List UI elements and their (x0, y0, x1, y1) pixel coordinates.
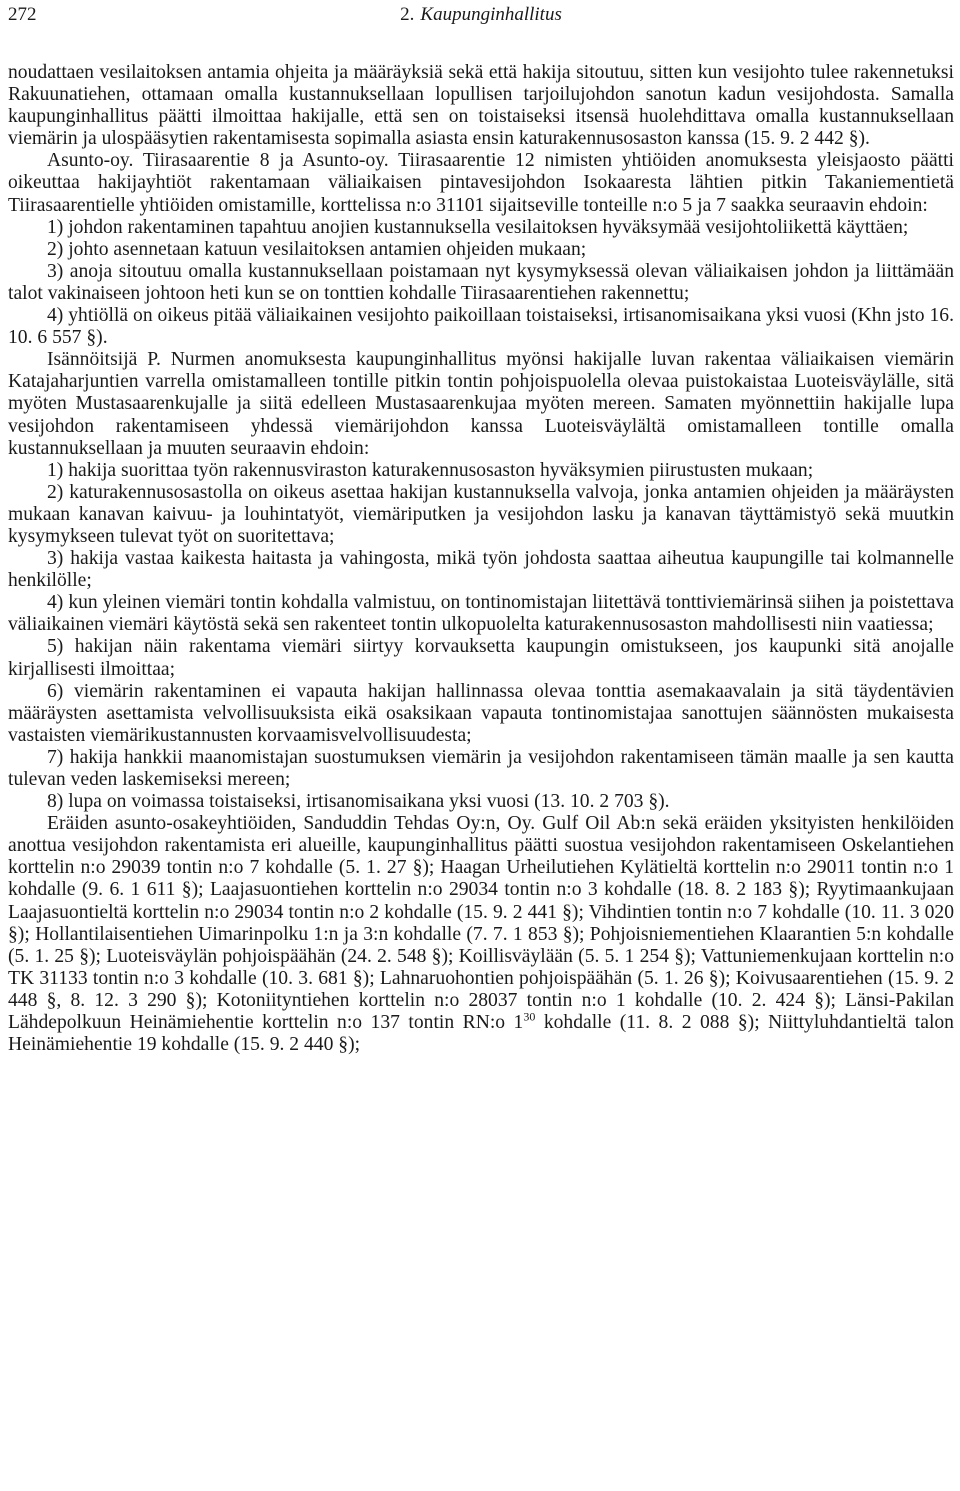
list-item: 1) hakija suorittaa työn rakennusviraston katurakennusosaston hyväksymien piirustusten mukaan; (47, 459, 814, 481)
page-header (8, 4, 954, 32)
paragraph: Asunto-oy. Tiirasaarentie 8 ja Asunto-oy. Tiirasaarentie 12 nimisten yhtiöiden anomuksesta yleisjaosto päätti oikeuttaa hakijayhtiöt rakentamaan väliaikaisen pintavesijohdon Isokaaresta lähtien pitkin Takaniementietä Tiirasaarentielle yhtiöiden omistamille, korttelissa n:o 31101 sijaitseville tonteille n:o 5 ja 7 saakka seuraavin ehdoin: (8, 150, 954, 216)
section-number: 2. (400, 4, 415, 25)
list-item: 5) hakijan näin rakentama viemäri siirtyy korvauksetta kaupungin omistukseen, jos kaupunki sitä anojalle kirjallisesti ilmoittaa; (8, 636, 954, 680)
paragraph (8, 813, 954, 1056)
superscript: 30 (523, 1009, 536, 1024)
list-item: 2) katurakennusosastolla on oikeus asettaa hakijan kustannuksella valvoja, jonka antamien ohjeiden ja määräysten mukaan kanavan kaivuu- ja louhintatyöt, viemäriputken ja vesijohdon lasku ja kanavan täyttämistyö sekä muutkin kysymykseen tulevat työt on suoritettava; (8, 481, 954, 547)
list-item: 6) viemärin rakentaminen ei vapauta hakijan hallinnassa olevaa tonttia asemakaavalain ja sitä täydentävien määräysten asettamista velvollisuuksista eikä osaksikaan vapauta tontinomistajaa sanottujen säännösten mukaisesta vastaisten viemärikustannusten korvaamisvelvollisuudesta; (8, 680, 954, 746)
list-item: 4) kun yleinen viemäri tontin kohdalla valmistuu, on tontinomistajan liitettävä tonttiviemärinsä siihen ja poistettava väliaikainen viemäri käytöstä sekä sen rakenteet tontin ulkopuolelta katurakennusosaston mahdollisesti niin vaatiessa; (8, 592, 954, 636)
list-item: 3) hakija vastaa kaikesta haitasta ja vahingosta, mikä työn johdosta saattaa aiheutua kaupungille tai kolmannelle henkilölle; (8, 548, 954, 592)
paragraph-text: Eräiden asunto-osakeyhtiöiden, Sanduddin Tehdas Oy:n, Oy. Gulf Oil Ab:n sekä eräiden yksityisten henkilöiden anottua vesijohdon rakentamista eri alueille, kaupunginhallitus päätti suostua vesijohdon rakentamiseen Oskelantiehen korttelin n:o 29039 tontin n:o 7 kohdalle (5. 1. 27 §); Haagan Urheilutiehen Kylätieltä korttelin n:o 29011 tontin n:o 1 kohdalle (9. 6. 1 611 §); Laajasuontiehen korttelin n:o 29034 tontin n:o 3 kohdalle (18. 8. 2 183 §); Ryytimaankujaan Laajasuontieltä korttelin n:o 29034 tontin n:o 2 kohdalle (15. 9. 2 441 §); Vihdintien tontin n:o 7 kohdalle (10. 11. 3 020 §); Hollantilaisentiehen Uimarinpolku 1:n ja 3:n kohdalle (7. 7. 1 853 §); Pohjoisniementiehen Klaarantien 5:n kohdalle (5. 1. 25 §); Luoteisväylän pohjoispäähän (24. 2. 548 §); Koillisväylään (5. 5. 1 254 §); Vattuniemenkujaan korttelin n:o TK 31133 tontin n:o 3 kohdalle (10. 3. 681 §); Lahnaruohontien pohjoispäähän (5. 1. 26 §); Koivusaarentiehen (15. 9. 2 448 §, 8. 12. 3 290 §); Kotoniityntiehen korttelin n:o 28037 tontin n:o 1 kohdalle (10. 2. 424 §); Länsi-Pakilan Lähdepolkuun Heinämiehentie korttelin n:o 137 tontin RN:o 1 (8, 813, 954, 1034)
list-item: 3) anoja sitoutuu omalla kustannuksellaan poistamaan nyt kysymyksessä olevan väliaikaisen johdon ja liittämään talot vakinaiseen johtoon heti kun se on tonttien kohdalle Tiirasaarentiehen rakennettu; (8, 260, 954, 304)
paragraph: noudattaen vesilaitoksen antamia ohjeita ja määräyksiä sekä että hakija sitoutuu, sitten kun vesijohto tulee rakennetuksi Rakuunatiehen, ottamaan omalla kustannuksellaan lopullisen tarjoilujohdon sanotun kadun vesijohdosta. Samalla kaupunginhallitus päätti ilmoittaa hakijalle, että sen on toistaiseksi itsensä huolehdittava omalla kustannuksellaan viemärin ja ulospääsytien rakentamisesta sopimalla asiasta ensin katurakennusosaston kanssa (15. 9. 2 442 §). (8, 62, 954, 150)
running-head (8, 4, 954, 26)
page-number: 272 (8, 4, 37, 25)
section-title: Kaupunginhallitus (420, 4, 562, 25)
document-page (8, 0, 954, 1056)
list-item: 7) hakija hankkii maanomistajan suostumuksen viemärin ja vesijohdon rakentamiseen tämän maalle ja sen kautta tulevan veden laskemiseksi mereen; (8, 746, 954, 790)
document-body (8, 62, 954, 1056)
paragraph: Isännöitsijä P. Nurmen anomuksesta kaupunginhallitus myönsi hakijalle luvan rakentaa väliaikaisen viemärin Katajaharjuntien varrella omistamalleen tontille pitkin tontin pohjoispuolella olevaa puistokaistaa Luoteisväylälle, sitä myöten Mustasaarenkujalle ja siitä edelleen Mustasaarenkujaa myöten mereen. Samaten myönnettiin hakijalle lupa vesijohdon rakentamiseen yhdessä viemärijohdon kanssa Luoteisväylältä omistamalleen tontille omalla kustannuksellaan ja muuten seuraavin ehdoin: (8, 349, 954, 459)
paragraph-tail: kohdalle (11. 8. 2 088 §); Niittyluhdantieltä talon Heinämiehentie 19 kohdalle (15. 9. 2 440 §); (8, 1012, 954, 1056)
list-item: 8) lupa on voimassa toistaiseksi, irtisanomisaikana yksi vuosi (13. 10. 2 703 §). (47, 791, 670, 813)
list-item: 1) johdon rakentaminen tapahtuu anojien kustannuksella vesilaitoksen hyväksymää vesijohtoliikettä käyttäen; (47, 216, 909, 238)
list-item: 2) johto asennetaan katuun vesilaitoksen antamien ohjeiden mukaan; (47, 238, 587, 260)
list-item: 4) yhtiöllä on oikeus pitää väliaikainen vesijohto paikoillaan toistaiseksi, irtisanomisaikana yksi vuosi (Khn jsto 16. 10. 6 557 §). (8, 305, 954, 349)
